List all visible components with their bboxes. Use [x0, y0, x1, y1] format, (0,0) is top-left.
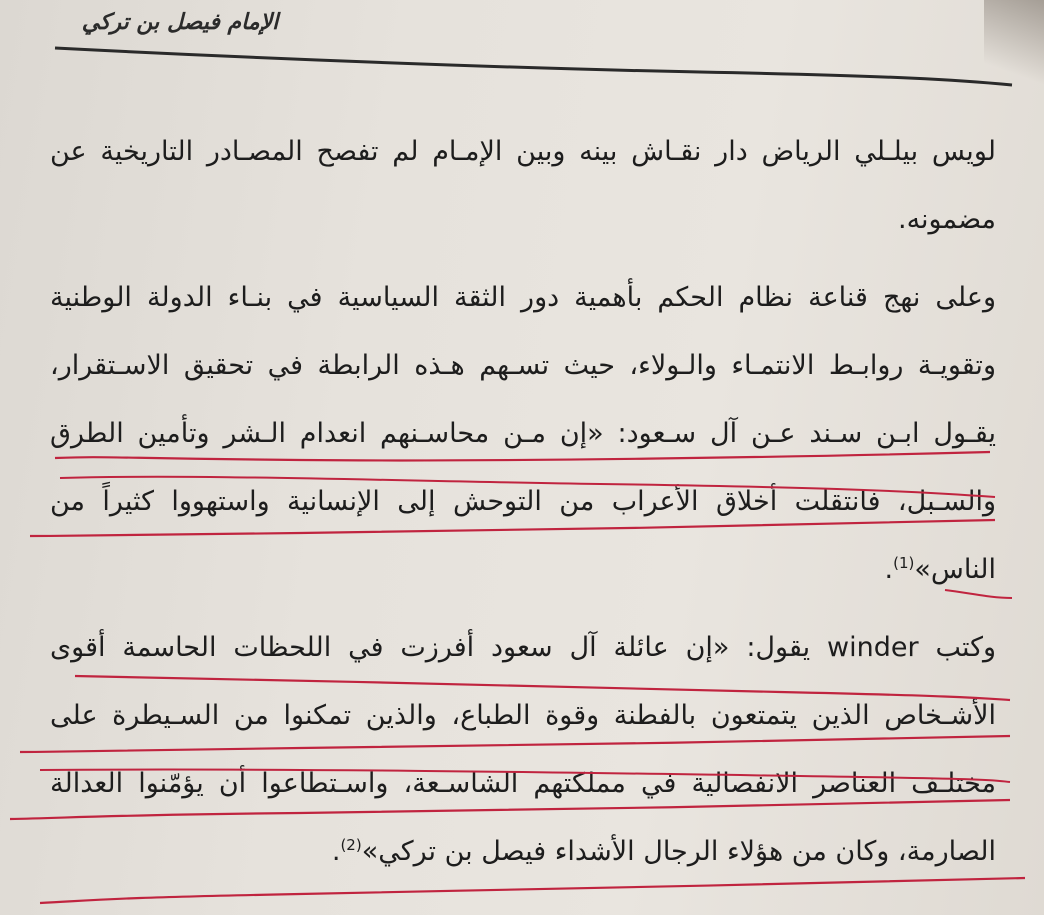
- footnote-marker: (2): [340, 836, 362, 854]
- text-line: مضمونه.: [897, 204, 996, 235]
- quote-end: الناس»: [914, 554, 996, 585]
- text-line: الناس»$^{(1)}$.: [884, 554, 996, 585]
- text-line: وكتب winder يقول: «إن عائلة آل سعود أفرزت في اللحظات الحاسمة أقوى: [50, 632, 996, 663]
- paragraph-1: [50, 118, 996, 254]
- body-text: [50, 118, 996, 886]
- header-rule: [0, 0, 1044, 120]
- text-line: لويس بيلـلي الرياض دار نقـاش بينه وبين الإمـام لم تفصح المصـادر التاريخية عن: [50, 136, 996, 167]
- text-line: وتقويـة روابـط الانتمـاء والـولاء، حيث تسـهم هـذه الرابطة في تحقيق الاسـتقرار،: [50, 350, 996, 381]
- text-line: والسـبل، فانتقلت أخلاق الأعراب من التوحش إلى الإنسانية واستهووا كثيراً من: [50, 486, 996, 517]
- text-line: مختلـف العناصر الانفصالية في مملكتهم الشاسـعة، واسـتطاعوا أن يؤمّنوا العدالة: [50, 768, 996, 799]
- running-head: الإمام فيصل بن تركي: [81, 10, 279, 35]
- text-line: الأشـخاص الذين يتمتعون بالفطنة وقوة الطباع، والذين تمكنوا من السـيطرة على: [50, 700, 996, 731]
- text-line: الصارمة، وكان من هؤلاء الرجال الأشداء فيصل بن تركي»$^{(2)}$.: [331, 836, 996, 867]
- text-line: يقـول ابـن سـند عـن آل سـعود: «إن مـن محاسـنهم انعدام الـشر وتأمين الطرق: [50, 418, 996, 449]
- text-line: وعلى نهج قناعة نظام الحكم بأهمية دور الثقة السياسية في بنـاء الدولة الوطنية: [50, 282, 996, 313]
- paragraph-3: [50, 614, 996, 886]
- paragraph-2: [50, 264, 996, 604]
- quote-end: الصارمة، وكان من هؤلاء الرجال الأشداء فيصل بن تركي»: [361, 836, 996, 867]
- footnote-marker: (1): [893, 554, 915, 572]
